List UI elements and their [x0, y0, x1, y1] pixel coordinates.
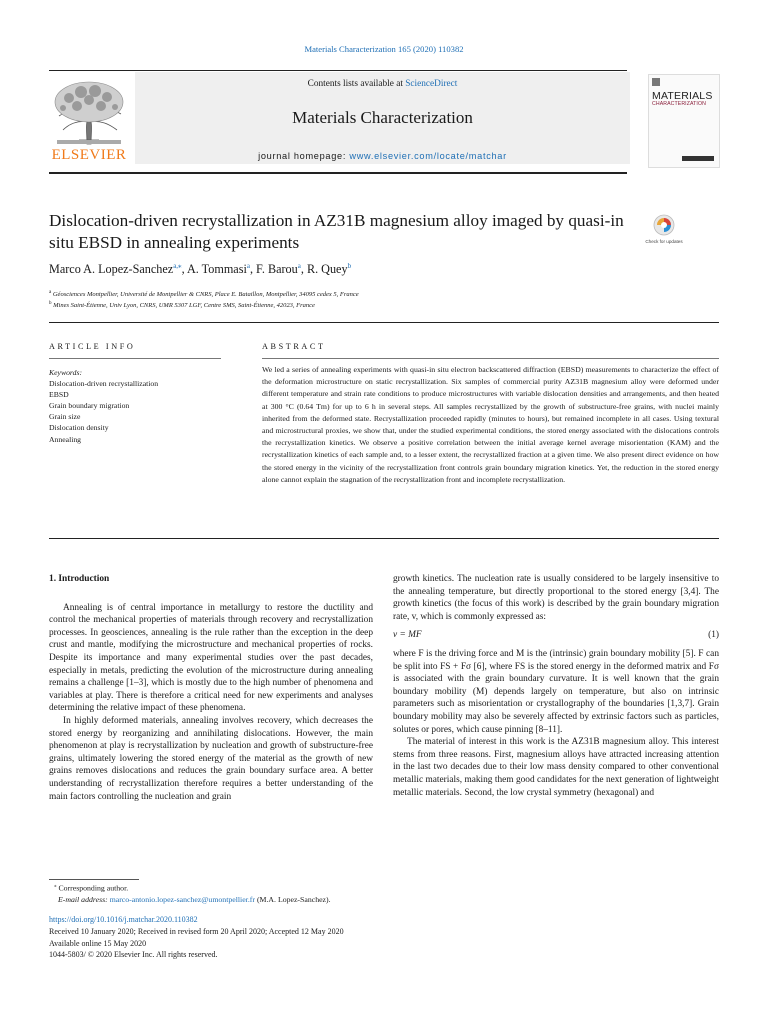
corresponding-text: Corresponding author.	[58, 883, 129, 893]
author-name: A. Tommasi	[186, 262, 247, 277]
author-separator: ,	[181, 262, 187, 277]
author-separator: ,	[249, 262, 257, 277]
equation-1	[393, 629, 719, 642]
doi-link[interactable]: https://doi.org/10.1016/j.matchar.2020.110382	[49, 915, 198, 924]
keyword-item: Annealing	[49, 434, 82, 444]
affiliation-a	[49, 290, 359, 298]
affiliation-mark: b	[49, 301, 52, 306]
author-name: F. Barou	[256, 262, 298, 277]
keyword-item: EBSD	[49, 390, 69, 400]
received-dates: Received 10 January 2020; Received in revised form 20 April 2020; Accepted 12 May 2020	[49, 926, 344, 936]
keywords-label: Keywords:	[49, 368, 83, 377]
corresponding-mark: ⁎	[54, 884, 57, 889]
cover-subtitle: CHARACTERIZATION	[652, 101, 706, 107]
affiliation-mark: a	[49, 290, 52, 295]
keywords-block	[49, 367, 158, 445]
publication-info	[49, 914, 344, 961]
email-link[interactable]: marco-antonio.lopez-sanchez@umontpellier.fr	[109, 895, 255, 904]
copyright: 1044-5803/ © 2020 Elsevier Inc. All rights reserved.	[49, 950, 218, 960]
journal-title: Materials Characterization	[292, 108, 473, 127]
homepage-prefix: journal homepage:	[258, 151, 350, 161]
author-affil-mark[interactable]: a	[246, 262, 250, 270]
masthead-top-rule	[49, 70, 627, 71]
masthead-bottom-rule	[49, 172, 627, 174]
affiliation-text: Géosciences Montpellier, Université de Montpellier & CNRS, Place E. Bataillon, Montpellier, 34095 cedex 5, France	[52, 291, 359, 299]
body-paragraph: In highly deformed materials, annealing involves recovery, which decreases the stored energy by reorganizing and annihilating dislocations. However, the main phenomenon at play is recrystallization by nucleation and growth of substructure-free grains, ultimately lowering the stored energy of the material as the growth of new grains removes dislocations and reduces the grain boundary surface area. A better understanding of recrystallization therefore requires a better understanding of the main factors controlling the nucleation and grain	[49, 715, 373, 802]
author-separator: ,	[300, 262, 307, 277]
author-affil-mark[interactable]: a,⁎	[173, 262, 182, 270]
email-suffix: (M.A. Lopez-Sanchez).	[255, 895, 331, 904]
cover-title: MATERIALS	[652, 90, 713, 102]
homepage-link[interactable]: www.elsevier.com/locate/matchar	[349, 151, 507, 161]
elsevier-wordmark: ELSEVIER	[51, 147, 127, 163]
section-heading: 1. Introduction	[49, 574, 110, 584]
author-name: R. Quey	[306, 262, 348, 277]
article-title: Dislocation-driven recrystallization in AZ31B magnesium alloy imaged by quasi-in situ EBSD in annealing experiments	[49, 211, 624, 252]
check-badge-label: Check for updates	[645, 239, 683, 244]
email-note	[58, 895, 331, 904]
equation-expression: v = MF	[393, 630, 422, 641]
body-column-left	[49, 573, 373, 803]
running-head[interactable]: Materials Characterization 165 (2020) 110382	[304, 44, 464, 54]
contents-line	[135, 79, 630, 89]
equation-number: (1)	[708, 630, 719, 641]
abstract-text: We led a series of annealing experiments with quasi-in situ electron backscattered diffraction (EBSD) measurements to characterize the effect of the deformation microstructure on static recrystallization. Six samples of commercial purity AZ31B magnesium alloy were deformed under different temperature and strain rate conditions to produce microstructures with variable dislocation densities and arrangements, and then heated at 300 °C (0.64 Tm) for up to 6 h in several steps. All samples recrystallized by the growth of substructure-free grains, with nuclei mainly inherited from the deformed state. Recrystallization proceeded rapidly (minutes to hours), but remained incomplete in all cases. Using textural and microstructural proxies, we show that, under the studied experimental conditions, the stored energy associated with the dislocations controls the recrystallization kinetics. We observe a positive correlation between the initial average kernel average misorientation (KAM) and the recrystallization kinetics of each sample and, to a lesser extent, the recrystallized fraction at a given time. We also present direct evidence on how the stored energy in the vicinity of the recrystallization front controls grain boundary migration kinetics. Yet, the reduction in the stored energy alone cannot explain the stagnation of the recrystallization front and incomplete recrystallization.	[262, 365, 719, 484]
affiliation-b	[49, 301, 315, 309]
author-list	[49, 262, 351, 277]
keyword-item: Grain boundary migration	[49, 401, 130, 411]
front-matter-bottom-rule	[49, 538, 719, 539]
author-affil-mark[interactable]: b	[347, 262, 352, 270]
cover-barcode-icon	[682, 152, 714, 162]
keyword-item: Dislocation-driven recrystallization	[49, 379, 159, 389]
body-paragraph: where F is the driving force and M is the (intrinsic) grain boundary mobility [5]. F can be split into FS + Fσ [6], where FS is the stored energy in the deformed matrix and Fσ is associated with the grain boundary curvature. It is well known that the grain boundary mobility (M) depends largely on temperature, but also on intrinsic parameters such as misorientation or crystallography of the boundaries [1,3,7]. Grain boundary mobility may also be severely affected by extrinsic factors such as particles, solutes or pores, which cause pinning [8–11].	[393, 648, 719, 735]
email-label: E-mail address:	[58, 895, 110, 904]
corresponding-author-note	[54, 883, 128, 893]
abstract-heading: ABSTRACT	[262, 342, 326, 351]
body-paragraph: Annealing is of central importance in metallurgy to restore the ductility and control the mechanical properties of materials through recovery and recrystallization processes. In geosciences, annealing is the rule rather than the exception in the deep crust and mantle, modifying the microstructure and mechanical properties of rocks. Despite its importance and many experimental studies over the past decades, especially in metals, predicting the evolution of the microstructure during annealing remains a challenge [1–3], which is mostly due to the high number of phenomena and variables at play. There is therefore a critical need for new experiments and analyses determining the relative impact of these phenomena.	[49, 602, 373, 714]
abstract-rule	[262, 358, 719, 359]
sciencedirect-link[interactable]: ScienceDirect	[405, 79, 458, 89]
author-affil-mark[interactable]: a	[297, 262, 301, 270]
cover-publisher-mark-icon	[652, 78, 660, 86]
article-info-rule	[49, 358, 221, 359]
available-online: Available online 15 May 2020	[49, 938, 147, 948]
author-name: Marco A. Lopez-Sanchez	[49, 262, 174, 277]
affiliation-text: Mines Saint-Étienne, Univ Lyon, CNRS, UMR 5307 LGF, Centre SMS, Saint-Étienne, 42023, France	[53, 302, 315, 310]
contents-prefix: Contents lists available at	[307, 79, 406, 89]
keyword-item: Grain size	[49, 412, 81, 422]
journal-homepage	[135, 151, 630, 161]
check-for-updates-icon[interactable]	[645, 212, 683, 252]
body-paragraph: growth kinetics. The nucleation rate is usually considered to be largely insensitive to the annealing temperature, but directly proportional to the stored energy [3,4]. The growth kinetics (the focus of this work) is described by the grain boundary migration rate, v, which is commonly expressed as:	[393, 574, 719, 622]
footnote-rule	[49, 879, 139, 880]
article-info-heading: ARTICLE INFO	[49, 342, 136, 351]
front-matter-top-rule	[49, 322, 719, 323]
body-column-right	[393, 573, 719, 799]
keyword-item: Dislocation density	[49, 423, 109, 433]
body-paragraph: The material of interest in this work is the AZ31B magnesium alloy. This interest stems from three reasons. First, magnesium alloys have attracted increasing attention in the last two decades due to their low mass density compared to other conventional metallic materials, making them good candidates for the next generation of lightweight metallic materials. Second, the low crystal symmetry (hexagonal) and	[393, 737, 719, 798]
